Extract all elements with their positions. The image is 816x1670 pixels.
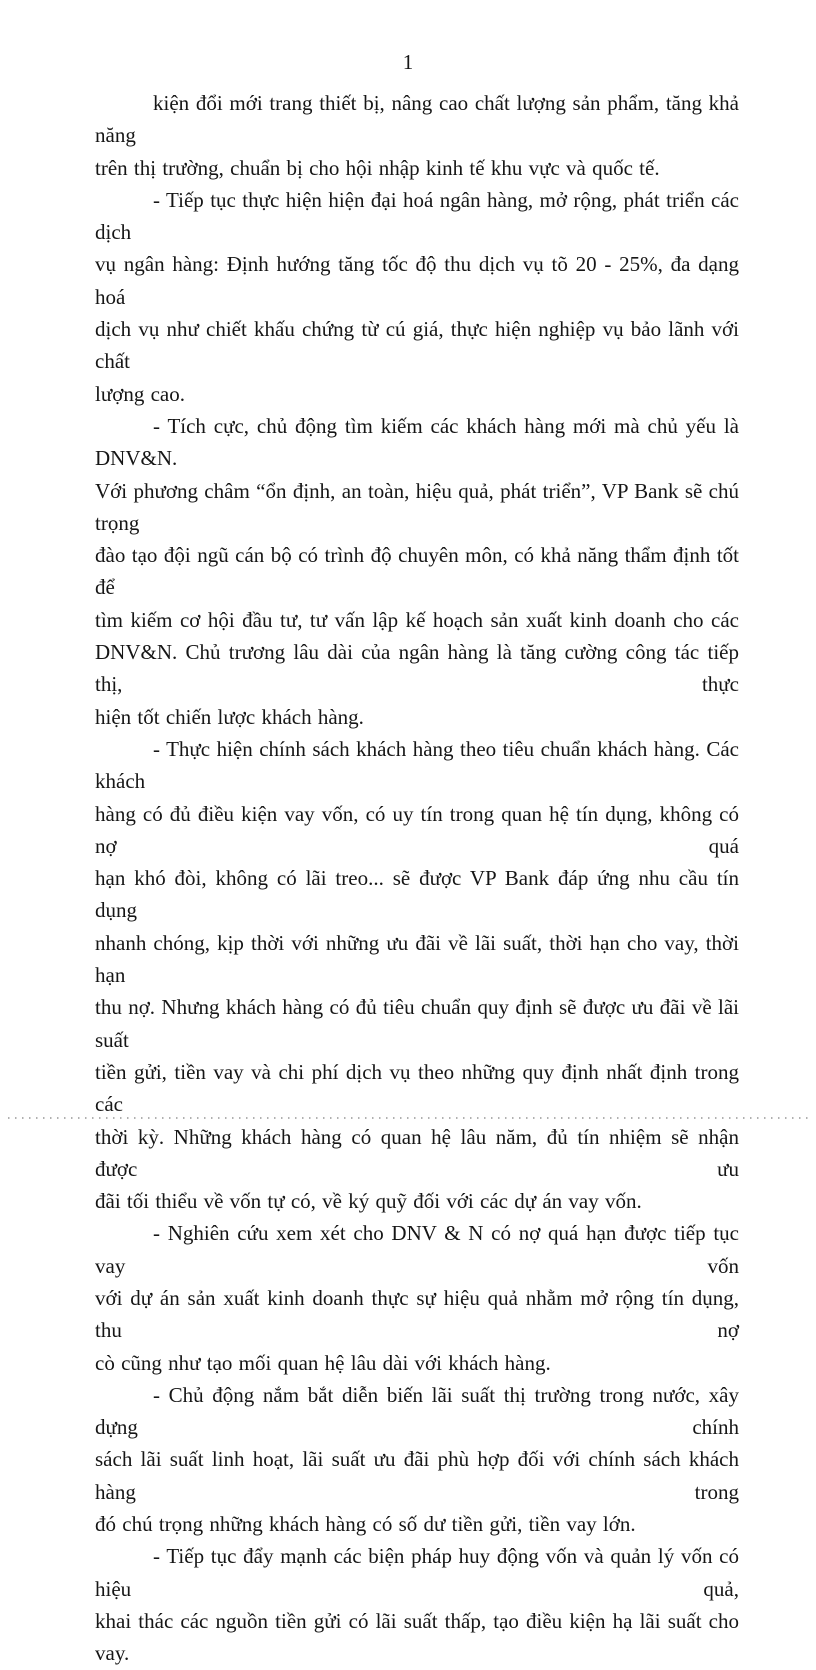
text-line: - Tiếp tục thực hiện hiện đại hoá ngân hàng, mở rộng, phát triển các dịch xyxy=(95,187,739,245)
text-line: đào tạo đội ngũ cán bộ có trình độ chuyên môn, có khả năng thẩm định tốt để xyxy=(95,543,739,600)
text-line: - Tiếp tục đẩy mạnh các biện pháp huy động vốn và quản lý vốn có hiệu quả, xyxy=(95,1544,739,1601)
paragraph xyxy=(95,87,739,184)
text-line: nhanh chóng, kịp thời với những ưu đãi về lãi suất, thời hạn cho vay, thời hạn xyxy=(95,930,739,988)
text-line: đó chú trọng những khách hàng có số dư tiền gửi, tiền vay lớn. xyxy=(95,1512,636,1537)
text-line: hạn khó đòi, không có lãi treo... sẽ được VP Bank đáp ứng nhu cầu tín dụng xyxy=(95,866,739,923)
paragraph xyxy=(95,733,739,1217)
paragraph xyxy=(95,1217,739,1378)
text-line: đãi tối thiểu về vốn tự có, về ký quỹ đối với các dự án vay vốn. xyxy=(95,1189,642,1214)
text-line: - Chủ động nắm bắt diễn biến lãi suất thị trường trong nước, xây dựng chính xyxy=(95,1382,739,1440)
text-line: thu nợ. Nhưng khách hàng có đủ tiêu chuẩn quy định sẽ được ưu đãi về lãi suất xyxy=(95,995,739,1052)
paragraph xyxy=(95,410,739,733)
text-line: tìm kiếm cơ hội đầu tư, tư vấn lập kế hoạch sản xuất kinh doanh cho các xyxy=(95,607,739,632)
text-line: kiện đổi mới trang thiết bị, nâng cao chất lượng sản phẩm, tăng khả năng xyxy=(95,91,739,148)
text-line: sách lãi suất linh hoạt, lãi suất ưu đãi phù hợp đối với chính sách khách hàng trong xyxy=(95,1447,739,1504)
text-line: Với phương châm “ổn định, an toàn, hiệu quả, phát triển”, VP Bank sẽ chú trọng xyxy=(95,478,739,535)
text-line: với dự án sản xuất kinh doanh thực sự hiệu quả nhằm mở rộng tín dụng, thu nợ xyxy=(95,1285,739,1343)
text-line: hàng có đủ điều kiện vay vốn, có uy tín trong quan hệ tín dụng, không có nợ quá xyxy=(95,801,739,858)
text-line: lượng cao. xyxy=(95,381,185,406)
paragraph xyxy=(95,1379,739,1540)
text-line: - Thực hiện chính sách khách hàng theo tiêu chuẩn khách hàng. Các khách xyxy=(95,736,739,794)
text-line: cò cũng như tạo mối quan hệ lâu dài với khách hàng. xyxy=(95,1350,551,1375)
document-body xyxy=(95,87,739,1670)
text-line: DNV&N. Chủ trương lâu dài của ngân hàng là tăng cường công tác tiếp thị, thực xyxy=(95,640,739,697)
text-line: khai thác các nguồn tiền gửi có lãi suất thấp, tạo điều kiện hạ lãi suất cho vay. xyxy=(95,1608,739,1666)
paragraph xyxy=(95,1540,739,1669)
page-number: 1 xyxy=(402,50,414,74)
text-line: vụ ngân hàng: Định hướng tăng tốc độ thu dịch vụ tõ 20 - 25%, đa dạng hoá xyxy=(95,252,739,309)
text-line: trên thị trường, chuẩn bị cho hội nhập kinh tế khu vực và quốc tế. xyxy=(95,155,660,180)
text-line: - Nghiên cứu xem xét cho DNV & N có nợ quá hạn được tiếp tục vay vốn xyxy=(95,1221,739,1278)
text-line: tiền gửi, tiền vay và chi phí dịch vụ theo những quy định nhất định trong các xyxy=(95,1059,739,1117)
text-line: thời kỳ. Những khách hàng có quan hệ lâu năm, đủ tín nhiệm sẽ nhận được ưu xyxy=(95,1124,739,1181)
text-line: - Tích cực, chủ động tìm kiếm các khách hàng mới mà chủ yếu là DNV&N. xyxy=(95,413,739,471)
text-line: hiện tốt chiến lược khách hàng. xyxy=(95,704,364,729)
text-line: dịch vụ như chiết khấu chứng từ cú giá, thực hiện nghiệp vụ bảo lãnh với chất xyxy=(95,317,739,374)
page-break-divider xyxy=(8,1117,808,1119)
paragraph xyxy=(95,184,739,410)
